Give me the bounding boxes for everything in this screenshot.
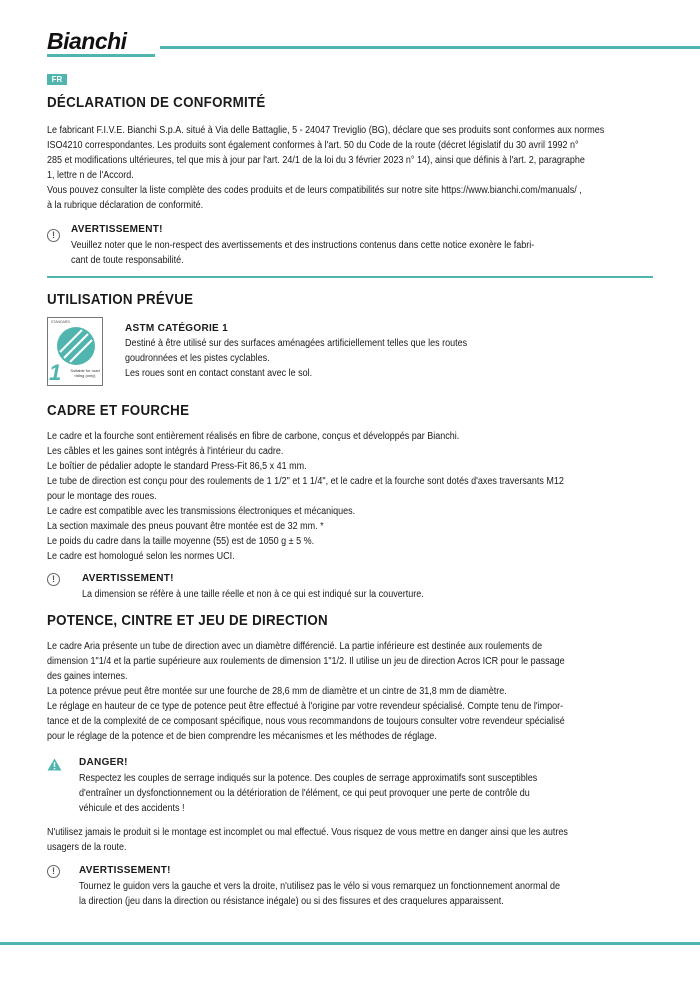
- warning-text: [82, 587, 424, 602]
- paragraph-line: pour le montage des roues.: [47, 491, 157, 502]
- warning-info-icon: !: [47, 573, 60, 586]
- paragraph-line: Le tube de direction est conçu pour des roulements de 1 1/2" et 1 1/4", et le cadre et la fourche sont dotés d'axes traversants M12: [47, 476, 564, 487]
- paragraph-line: usagers de la route.: [47, 842, 127, 853]
- usage-note-text: [47, 825, 568, 855]
- section-title-conformity: DÉCLARATION DE CONFORMITÉ: [47, 95, 266, 111]
- paragraph-line: 285 et modifications ultérieures, tel que mis à jour par l'art. 24/1 de la loi du 3 février 2023 n° 14), ainsi que définis à l'art. 2, paragraphe: [47, 155, 585, 166]
- warning-title: AVERTISSEMENT!: [82, 573, 174, 584]
- section-title-intended-use: UTILISATION PRÉVUE: [47, 292, 194, 308]
- brand-logo: Bianchi: [47, 28, 127, 54]
- paragraph-line: tance et de la complexité de ce composant spécifique, nous vous recommandons de toujours consulter votre revendeur spécialisé: [47, 716, 565, 727]
- paragraph-line: La potence prévue peut être montée sur une fourche de 28,6 mm de diamètre et un cintre de 31,8 mm de diamètre.: [47, 686, 507, 697]
- paragraph-line: Le boîtier de pédalier adopte le standard Press-Fit 86,5 x 41 mm.: [47, 461, 307, 472]
- paragraph-line: cant de toute responsabilité.: [71, 255, 184, 266]
- section-title-frame-fork: CADRE ET FOURCHE: [47, 403, 190, 419]
- paragraph-line: Vous pouvez consulter la liste complète des codes produits et de leurs compatibilités sur notre site https://www.bianchi.com/manuals/ ,: [47, 185, 582, 196]
- warning-info-icon: !: [47, 865, 60, 878]
- conformity-text: [47, 123, 653, 213]
- logo-underline: [47, 54, 155, 57]
- paragraph-line: Les roues sont en contact constant avec le sol.: [125, 368, 313, 379]
- paragraph-line: dimension 1"1/4 et la partie supérieure aux roulements de dimension 1"1/2. Il utilise un jeu de direction Acros ICR pour le passage: [47, 656, 565, 667]
- warning-title: AVERTISSEMENT!: [79, 865, 171, 876]
- paragraph-line: Le cadre et la fourche sont entièrement réalisés en fibre de carbone, conçus et développés par Bianchi.: [47, 431, 460, 442]
- paragraph-line: Destiné à être utilisé sur des surfaces aménagées artificiellement telles que les routes: [125, 338, 468, 349]
- paragraph-line: Le poids du cadre dans la taille moyenne (55) est de 1050 g ± 5 %.: [47, 536, 315, 547]
- paragraph-line: la direction (jeu dans la direction ou résistance inégale) ou si des fissures et des craquelures apparaissent.: [79, 896, 504, 907]
- warning-text: [79, 879, 560, 909]
- paragraph-line: véhicule et des accidents !: [79, 803, 185, 814]
- danger-title: DANGER!: [79, 757, 128, 768]
- warning-title: AVERTISSEMENT!: [71, 224, 163, 235]
- paragraph-line: Les câbles et les gaines sont intégrés à l'intérieur du cadre.: [47, 446, 284, 457]
- section-title-stem-handlebar: POTENCE, CINTRE ET JEU DE DIRECTION: [47, 613, 328, 629]
- paragraph-line: des gaines internes.: [47, 671, 128, 682]
- paragraph-line: Le fabricant F.I.V.E. Bianchi S.p.A. situé à Via delle Battaglie, 5 - 24047 Treviglio (BG), déclare que ses produits sont conformes aux normes: [47, 125, 605, 136]
- astm-category-badge: [47, 317, 103, 386]
- badge-label: STANDARD: [51, 320, 70, 324]
- category-text: [125, 336, 467, 381]
- paragraph-line: Le cadre est homologué selon les normes UCI.: [47, 551, 235, 562]
- paragraph-line: N'utilisez jamais le produit si le montage est incomplet ou mal effectué. Vous risquez de vous mettre en danger ainsi que les autres: [47, 827, 568, 838]
- paragraph-line: goudronnées et les pistes cyclables.: [125, 353, 270, 364]
- road-riding-icon: [56, 326, 96, 366]
- warning-info-icon: !: [47, 229, 60, 242]
- paragraph-line: Veuillez noter que le non-respect des avertissements et des instructions contenus dans cette notice exonère le fabri-: [71, 240, 535, 251]
- section-divider: [47, 276, 653, 278]
- paragraph-line: d'entraîner un dysfonctionnement ou la détérioration de l'élément, ce qui peut provoquer une perte de contrôle du: [79, 788, 530, 799]
- paragraph-line: La dimension se réfère à une taille réelle et non à ce qui est indiqué sur la couverture.: [82, 589, 424, 600]
- stem-text: [47, 639, 565, 744]
- warning-text: [71, 238, 534, 268]
- paragraph-line: Le réglage en hauteur de ce type de potence peut être effectué à l'origine par votre revendeur spécialisé. Compte tenu de l'impor-: [47, 701, 564, 712]
- paragraph-line: Le cadre Aria présente un tube de direction avec un diamètre différencié. La partie inférieure est destinée aux roulements de: [47, 641, 543, 652]
- paragraph-line: ISO4210 correspondantes. Les produits sont également conformes à l'art. 50 du Code de la route (décret législatif du 30 avril 1992 n°: [47, 140, 579, 151]
- footer-rule: [0, 942, 700, 945]
- language-badge: FR: [47, 74, 67, 85]
- badge-number: 1: [49, 360, 62, 385]
- frame-fork-text: [47, 429, 564, 564]
- header-rule: [160, 46, 700, 49]
- paragraph-line: à la rubrique déclaration de conformité.: [47, 200, 204, 211]
- paragraph-line: La section maximale des pneus pouvant être montée est de 32 mm. *: [47, 521, 324, 532]
- paragraph-line: 1, lettre n de l'Accord.: [47, 170, 134, 181]
- category-title: ASTM CATÉGORIE 1: [125, 323, 228, 334]
- paragraph-line: Tournez le guidon vers la gauche et vers la droite, n'utilisez pas le vélo si vous remarquez un fonctionnement anormal de: [79, 881, 560, 892]
- paragraph-line: pour le réglage de la potence et de bien comprendre les mécanismes et les méthodes de réglage.: [47, 731, 437, 742]
- danger-text: [79, 771, 537, 816]
- paragraph-line: Le cadre est compatible avec les transmissions électroniques et mécaniques.: [47, 506, 356, 517]
- paragraph-line: Respectez les couples de serrage indiqués sur la potence. Des couples de serrage approximatifs sont susceptibles: [79, 773, 538, 784]
- danger-icon: [47, 758, 62, 771]
- badge-caption: Suitable for road riding (only): [70, 368, 100, 378]
